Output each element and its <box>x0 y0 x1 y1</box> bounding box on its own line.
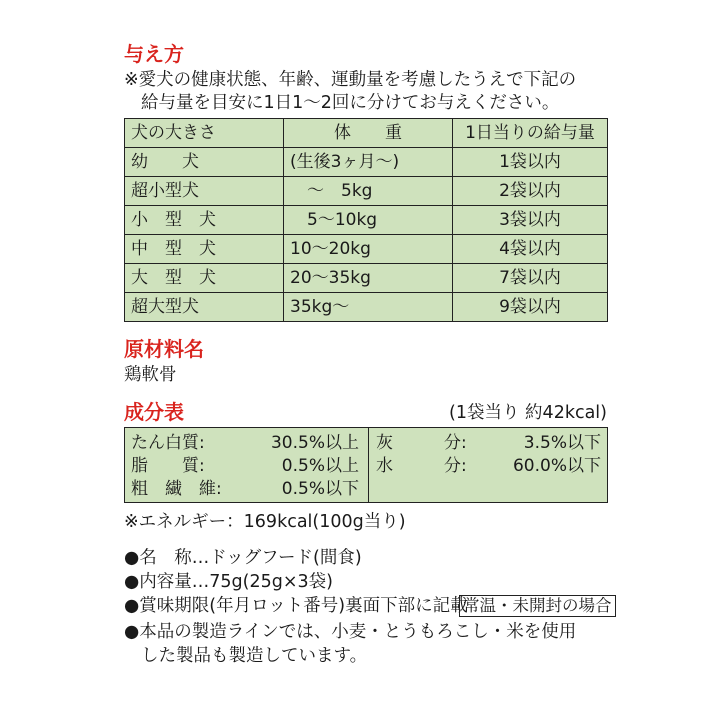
composition-value: 60.0%以下 <box>512 456 601 476</box>
amount-cell: 3袋以内 <box>453 206 608 235</box>
weight-cell: (生後3ヶ月～) <box>284 148 453 177</box>
amount-cell: 2袋以内 <box>453 177 608 206</box>
product-content: ●内容量…75g(25g×3袋) <box>124 572 333 592</box>
composition-value: 30.5%以上 <box>270 433 359 453</box>
composition-divider <box>368 428 369 502</box>
size-cell: 小 型 犬 <box>125 206 284 235</box>
product-name: ●名 称…ドッグフード(間食) <box>124 548 362 568</box>
amount-cell: 9袋以内 <box>453 293 608 322</box>
column-header-size: 犬の大きさ <box>125 119 284 148</box>
size-cell: 幼 犬 <box>125 148 284 177</box>
weight-cell: 20～35kg <box>284 264 453 293</box>
column-header-amount: 1日当りの給与量 <box>453 119 608 148</box>
expiry-note: ●賞味期限(年月ロット番号)裏面下部に記載 <box>124 596 468 616</box>
size-cell: 中 型 犬 <box>125 235 284 264</box>
table-row <box>125 206 608 235</box>
amount-cell: 4袋以内 <box>453 235 608 264</box>
feeding-note-line1: ※愛犬の健康状態、年齢、運動量を考慮したうえで下記の <box>124 70 577 90</box>
size-cell: 大 型 犬 <box>125 264 284 293</box>
storage-badge: 常温・未開封の場合 <box>459 595 616 617</box>
table-row <box>125 148 608 177</box>
table-row <box>125 293 608 322</box>
composition-table <box>124 427 608 503</box>
composition-label: 脂 質: <box>131 456 205 476</box>
size-cell: 超小型犬 <box>125 177 284 206</box>
allergen-note-line1: ●本品の製造ラインでは、小麦・とうもろこし・米を使用 <box>124 622 577 642</box>
ingredients-text: 鶏軟骨 <box>124 365 177 385</box>
amount-cell: 1袋以内 <box>453 148 608 177</box>
energy-note: ※エネルギー：169kcal(100g当り) <box>124 512 406 532</box>
feeding-heading: 与え方 <box>124 42 184 66</box>
table-row <box>125 235 608 264</box>
feeding-note-line2: 給与量を目安に1日1～2回に分けてお与えください。 <box>141 93 560 113</box>
column-header-weight: 体 重 <box>284 119 453 148</box>
composition-label: 粗 繊 維: <box>131 479 222 499</box>
composition-label: 灰 分: <box>376 433 467 453</box>
table-row <box>125 264 608 293</box>
composition-value: 0.5%以下 <box>281 479 359 499</box>
ingredients-heading: 原材料名 <box>124 337 204 361</box>
composition-heading: 成分表 <box>124 400 184 424</box>
size-cell: 超大型犬 <box>125 293 284 322</box>
composition-label: 水 分: <box>376 456 467 476</box>
composition-value: 0.5%以上 <box>281 456 359 476</box>
weight-cell: 5～10kg <box>284 206 453 235</box>
composition-label: たん白質: <box>131 433 205 453</box>
table-row <box>125 177 608 206</box>
composition-value: 3.5%以下 <box>523 433 601 453</box>
feeding-table <box>124 118 608 322</box>
weight-cell: 10～20kg <box>284 235 453 264</box>
weight-cell: ～ 5kg <box>284 177 453 206</box>
allergen-note-line2: した製品も製造しています。 <box>141 646 368 666</box>
weight-cell: 35kg～ <box>284 293 453 322</box>
amount-cell: 7袋以内 <box>453 264 608 293</box>
feeding-table-header <box>125 119 608 148</box>
composition-per-note: (1袋当り 約42kcal) <box>449 403 607 423</box>
